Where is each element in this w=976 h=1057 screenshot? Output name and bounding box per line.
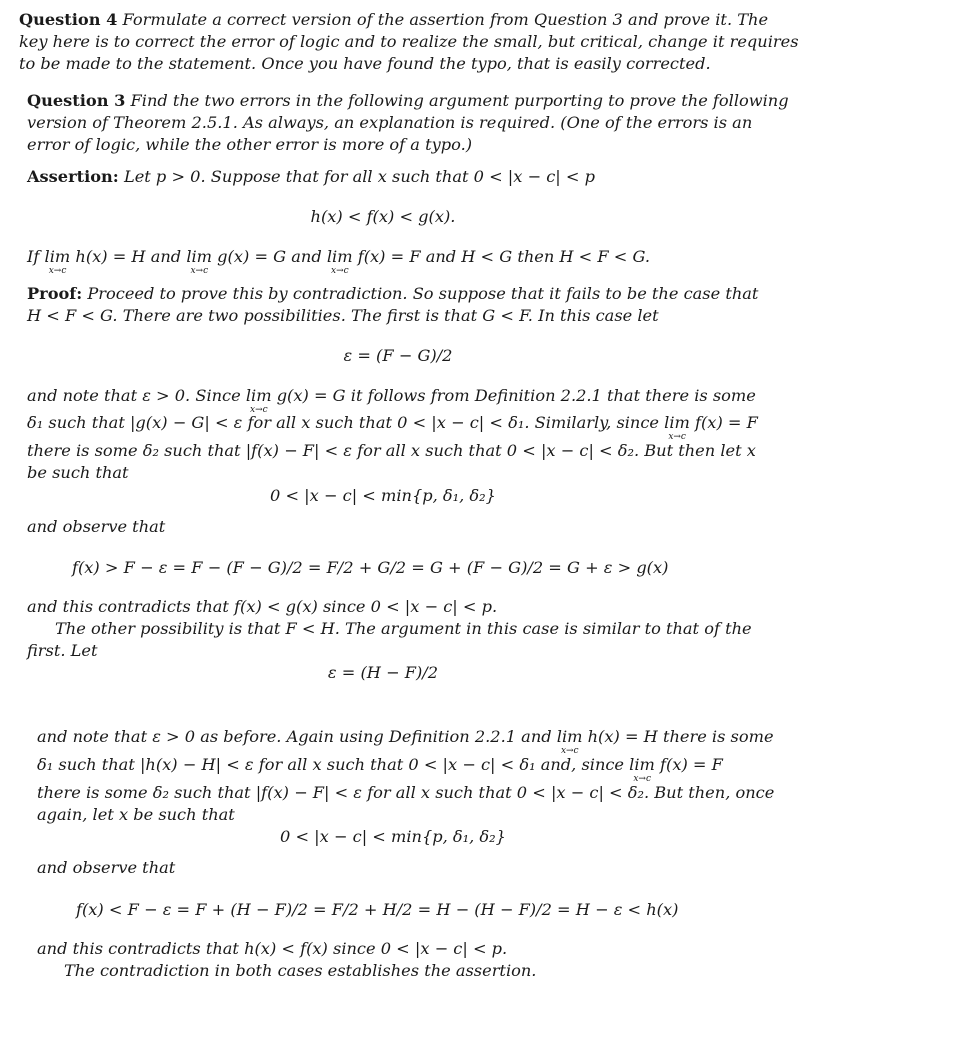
assertion-line	[27, 166, 595, 188]
proof-line-2: H < F < G. There are two possibilities. The first is that G < F. In this case let	[27, 306, 659, 325]
p1-line-2: δ₁ such that |g(x) − G| < ε for all x such that 0 < |x − c| < δ₁. Similarly, since lim f(x) = F x→c	[27, 413, 758, 442]
p1-line-4: be such that	[27, 463, 129, 482]
proof-text-1: Proceed to prove this by contradiction. So suppose that it fails to be the case that	[87, 284, 759, 303]
q4-line-2: key here is to correct the error of logic and to realize the small, but critical, change it requires	[19, 32, 799, 51]
observe-2: and observe that	[37, 858, 176, 877]
observe-1: and observe that	[27, 517, 166, 536]
assertion-label: Assertion:	[27, 167, 119, 186]
q4-line-3: to be made to the statement. Once you have found the typo, that is easily corrected.	[19, 54, 711, 73]
epsilon-def-2: ε = (H − F)/2	[327, 663, 439, 682]
conclusion: The contradiction in both cases establishes the assertion.	[64, 961, 537, 980]
p2-line-3: there is some δ₂ such that |f(x) − F| < ε for all x such that 0 < |x − c| < δ₂. But then, once	[37, 783, 775, 802]
other-line-1: The other possibility is that F < H. The argument in this case is similar to that of the	[55, 619, 752, 638]
q3-line-3: error of logic, while the other error is more of a typo.)	[27, 135, 473, 154]
if-word: If	[27, 247, 40, 266]
inequality-chain-1: f(x) > F − ε = F − (F − G)/2 = F/2 + G/2 = G + (F − G)/2 = G + ε > g(x)	[72, 558, 669, 577]
q4-line-1	[19, 9, 768, 31]
and-word-1: and	[150, 247, 182, 266]
p2-line-1: and note that ε > 0 as before. Again using Definition 2.2.1 and lim h(x) = H x→c there is some	[37, 727, 774, 756]
epsilon-def-1: ε = (F − G)/2	[343, 346, 453, 365]
p1-line-3: there is some δ₂ such that |f(x) − F| < ε for all x such that 0 < |x − c| < δ₂. But then let x	[27, 441, 756, 460]
other-line-2: first. Let	[27, 641, 98, 660]
min-condition-2: 0 < |x − c| < min{p, δ₁, δ₂}	[280, 827, 506, 846]
proof-label: Proof:	[27, 284, 83, 303]
p1-line-1: and note that ε > 0. Since lim g(x) = G x→c it follows from Definition 2.2.1 that there is some	[27, 386, 756, 415]
lim-f-2: lim f(x) = F x→c	[664, 413, 758, 442]
proof-line-1	[27, 283, 758, 305]
lim-f: lim f(x) = F x→c	[326, 247, 421, 276]
if-rest: and H < G then H < F < G.	[425, 247, 650, 266]
p2-line-2: δ₁ such that |h(x) − H| < ε for all x such that 0 < |x − c| < δ₁ and, since lim f(x) = F x→c	[37, 755, 723, 784]
q3-line-1	[27, 90, 789, 112]
q3-label: Question 3	[27, 91, 126, 110]
inequality-chain-2: f(x) < F − ε = F + (H − F)/2 = F/2 + H/2 = H − (H − F)/2 = H − ε < h(x)	[76, 900, 679, 919]
min-condition-1: 0 < |x − c| < min{p, δ₁, δ₂}	[270, 486, 496, 505]
lim-g-2: lim g(x) = G x→c	[245, 386, 346, 415]
contradiction-2: and this contradicts that h(x) < f(x) since 0 < |x − c| < p.	[37, 939, 508, 958]
contradiction-1: and this contradicts that f(x) < g(x) since 0 < |x − c| < p.	[27, 597, 498, 616]
q4-text-1: Formulate a correct version of the assertion from Question 3 and prove it. The	[122, 10, 769, 29]
q3-text-1: Find the two errors in the following argument purporting to prove the following	[130, 91, 789, 110]
lim-f-3: lim f(x) = F x→c	[629, 755, 723, 784]
q4-label: Question 4	[19, 10, 118, 29]
if-line	[27, 246, 650, 276]
and-word-2: and	[291, 247, 322, 266]
q3-line-2: version of Theorem 2.5.1. As always, an explanation is required. (One of the errors is an	[27, 113, 753, 132]
lim-h-2: lim h(x) = H x→c	[556, 727, 658, 756]
display-inequality: h(x) < f(x) < g(x).	[310, 207, 456, 226]
assertion-text: Let p > 0. Suppose that for all x such that 0 < |x − c| < p	[123, 167, 595, 186]
lim-g: lim g(x) = G x→c	[186, 247, 287, 276]
lim-h: lim h(x) = H x→c	[44, 247, 146, 276]
p2-line-4: again, let x be such that	[37, 805, 235, 824]
